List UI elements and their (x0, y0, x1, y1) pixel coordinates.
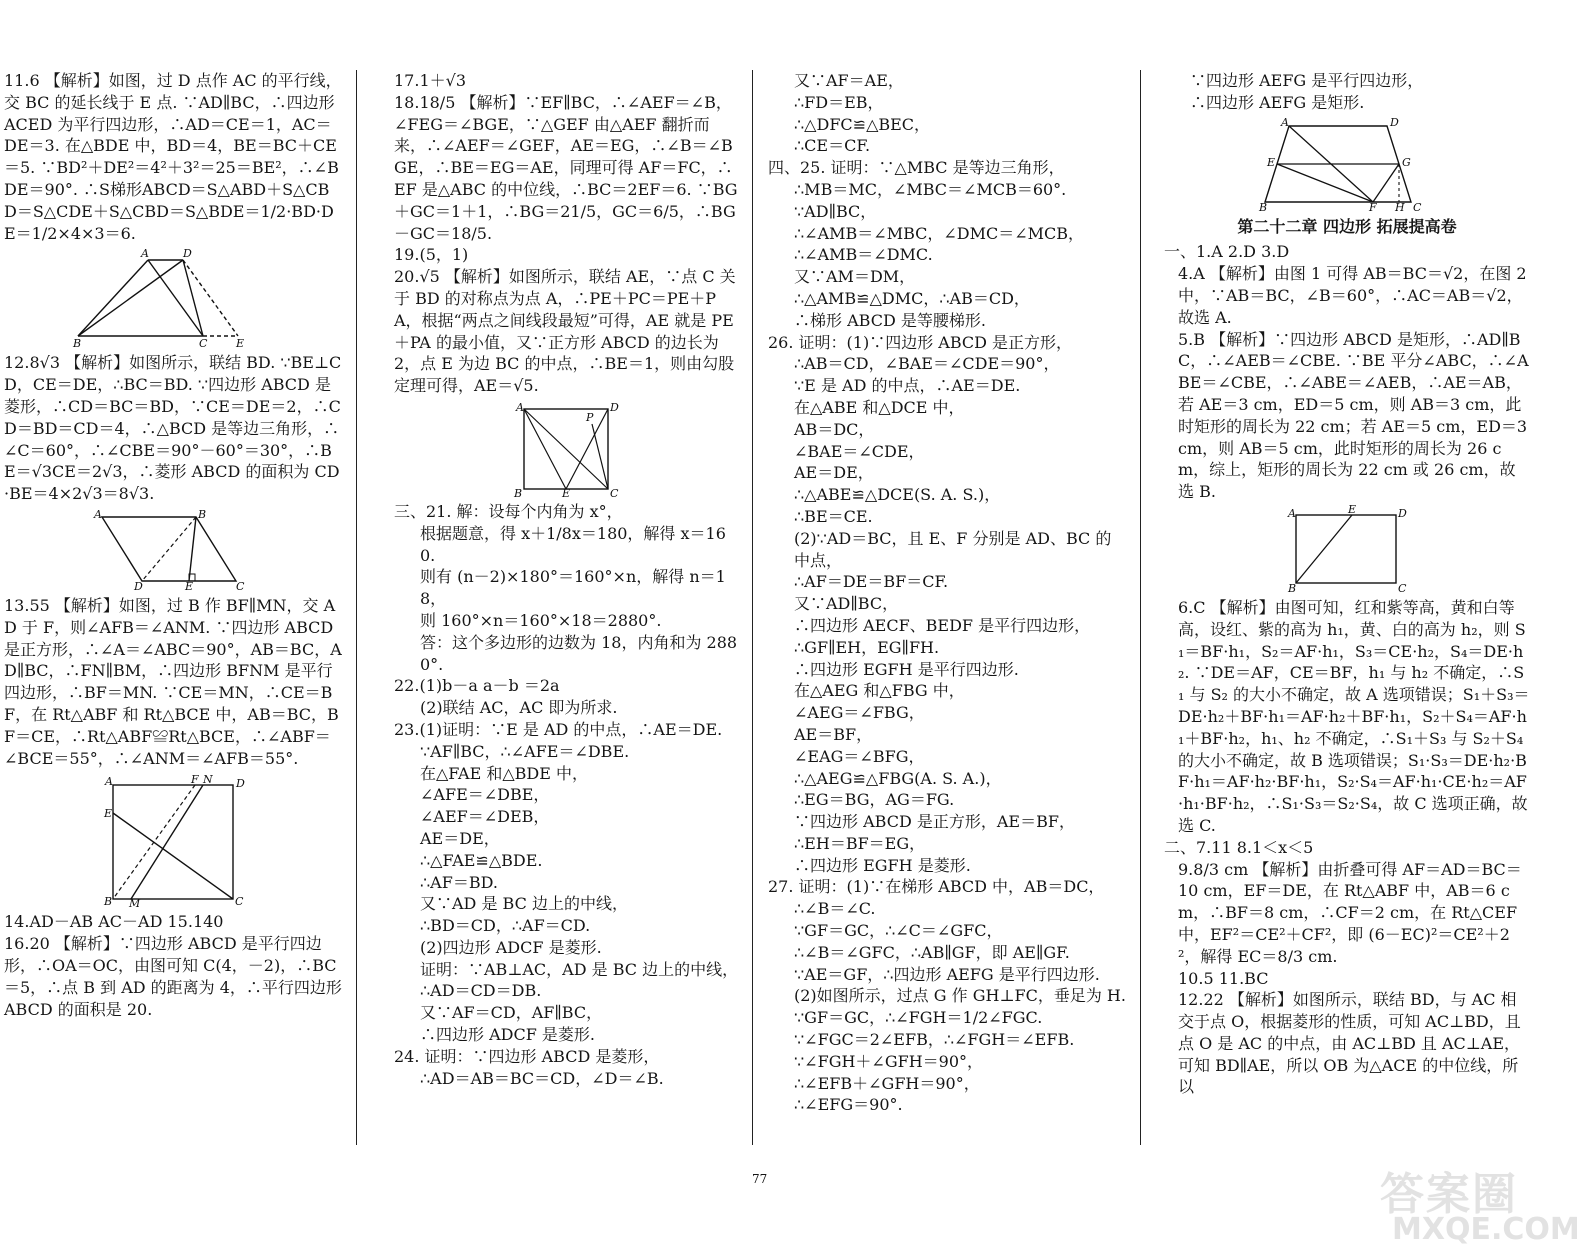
answer-25: 四、25. 证明：∵△MBC 是等边三角形， (768, 158, 1065, 178)
point-label: C (610, 486, 619, 500)
answer-23-line: ∴四边形 ADCF 是菱形. (420, 1025, 595, 1045)
point-label: B (104, 895, 113, 909)
figure-13-square (93, 773, 253, 911)
point-label: D (236, 777, 245, 791)
point-label: D (610, 400, 619, 414)
answer-26-line: 又∵AD∥BC， (794, 594, 899, 614)
answer-25-line: ∵AD∥BC， (794, 201, 877, 221)
answer-23-line: ∵AF∥BC，∴∠AFE＝∠DBE. (420, 741, 630, 761)
answer-26-line: ∠BAE＝∠CDE， (794, 441, 925, 461)
answer-26-line: ∴AF＝DE＝BF＝CF. (794, 572, 949, 592)
answer-23-line: (2)四边形 ADCF 是菱形. (420, 937, 602, 957)
answer-26-line: ∴BE＝CE. (794, 506, 873, 526)
point-label: E (104, 807, 113, 821)
answer-27-line: ∵GF＝GC，∴∠C＝∠GFC， (794, 921, 1003, 941)
figure-11-trapezoid (73, 247, 273, 351)
point-label: A (516, 400, 524, 414)
answer-27-line: ∴∠B＝∠GFC，∴AB∥GF，即 AE∥GF. (794, 942, 1070, 962)
answer-27-line: ∴∠EFB＋∠GFH＝90°， (794, 1073, 980, 1093)
answer-22: 22.(1)b－a a－b ＝2a (394, 676, 560, 696)
point-label: B (198, 507, 207, 521)
column-4 (1164, 70, 1530, 1098)
answer-13: 13.55 【解析】如图，过 B 作 BF∥MN，交 AD 于 F，则∠AFB＝∠ANM. ∵四边形 ABCD 是正方形，∴∠A＝∠ABC＝90°，AB＝BC，AD∥BC，∴FN∥BM，∴四边形 BFNM 是平行四边形，∴BF＝MN. ∵CE＝MN，∴CE＝BF，在 Rt△ABF 和 Rt△BCE 中，AB＝BC，BF＝CE，∴Rt△ABF≌Rt△BCE，∴∠ABF＝∠BCE＝55°，∴∠ANM＝∠AFB＝55°. (4, 595, 342, 768)
answer-23-line: 在△FAE 和△BDE 中， (420, 763, 588, 783)
point-label: F (1369, 200, 1377, 214)
answer-14-15: 14.AD－AB AC－AD 15.140 (4, 912, 224, 932)
answer-27-line: (2)如图所示，过点 G 作 GH⊥FC，垂足为 H. (794, 986, 1126, 1006)
point-label: C (236, 579, 245, 593)
answer-27-line: ∴∠B＝∠C. (794, 899, 876, 919)
column-1 (4, 70, 342, 1020)
point-label: C (1413, 200, 1422, 214)
point-label: N (203, 773, 213, 787)
answer-23-line: 证明：∵AB⊥AC，AD 是 BC 边上的中线， (420, 959, 739, 979)
point-label: A (94, 507, 102, 521)
answer-27-line: ∴四边形 AEFG 是矩形. (1190, 92, 1365, 112)
point-label: B (73, 337, 82, 351)
answer-21-line: 则 160°×n＝160°×18＝2880°. (420, 610, 662, 630)
answer-26-line: ∴GF∥EH，EG∥FH. (794, 637, 940, 657)
answer-27-line: ∵∠FGH＋∠GFH＝90°， (794, 1051, 984, 1071)
answer-24-line: ∴FD＝EB， (794, 92, 884, 112)
answer-16: 16.20 【解析】∵四边形 ABCD 是平行四边形，∴OA＝OC，由图可知 C(4，－2)，∴BC＝5，∴点 B 到 AD 的距离为 4，∴平行四边形 ABCD 的面积是 20. (4, 934, 342, 1019)
answer-23-line: 又∵AF＝CD，AF∥BC， (420, 1003, 603, 1023)
point-label: C (199, 337, 208, 351)
answer-5: 5.B 【解析】∵四边形 ABCD 是矩形，∴AD∥BC，∴∠AEB＝∠CBE. ∵BE 平分∠ABC，∴∠ABE＝∠CBE，∴∠ABE＝∠AEB，∴AE＝AB，若 AE＝3 cm，ED＝5 cm，则 AB＝3 cm，此时矩形的周长为 22 cm；若 AE＝5 cm，ED＝3 cm，则 AB＝5 cm，此时矩形的周长为 26 cm，综上，矩形的周长为 22 cm 或 26 cm，故选 B. (1178, 329, 1529, 502)
answer-26-line: ∠EAG＝∠BFG， (794, 746, 925, 766)
answer-23: 23.(1)证明：∵E 是 AD 的中点，∴AE＝DE. (394, 719, 723, 739)
answer-24-line: ∴CE＝CF. (794, 136, 871, 156)
point-label: C (1398, 581, 1407, 595)
answer-26-line: AE＝DE， (794, 463, 874, 483)
answer-21-line: 答：这个多边形的边数为 18，内角和为 2880°. (420, 632, 738, 674)
answer-12: 12.8√3 【解析】如图所示，联结 BD. ∵BE⊥CD，CE＝DE，∴BC＝BD. ∵四边形 ABCD 是菱形，∴CD＝BC＝BD，∵CE＝DE＝2，∴CD＝BD＝CD＝4，∴△BCD 是等边三角形，∴∠C＝60°，∴∠CBE＝90°－60°＝30°，∴BE＝√3CE＝2√3，∴菱形 ABCD 的面积为 CD·BE＝4×2√3＝8√3. (4, 353, 342, 504)
answer-25-line: ∴梯形 ABCD 是等腰梯形. (794, 310, 986, 330)
answer-25-line: ∴MB＝MC，∠MBC＝∠MCB＝60°. (794, 179, 1067, 199)
figure-27-trapezoid (1257, 115, 1437, 214)
answer-26-line: 在△ABE 和△DCE 中， (794, 397, 965, 417)
column-3 (768, 70, 1126, 1116)
answer-27-line: ∵GF＝GC，∴∠FGH＝1/2∠FGC. (794, 1008, 1043, 1028)
answer-26-line: (2)∵AD＝BC，且 E、F 分别是 AD、BC 的中点， (794, 528, 1112, 570)
answer-26-line: ∵四边形 ABCD 是正方形，AE＝BF， (794, 812, 1075, 832)
answer-23-line: 又∵AD 是 BC 边上的中线， (420, 894, 628, 914)
answer-26-line: ∴四边形 EGFH 是平行四边形. (794, 659, 1019, 679)
answer-27-line: ∵AE＝GF，∴四边形 AEFG 是平行四边形. (794, 964, 1100, 984)
answer-21-line: 根据题意，得 x＋1/8x＝180，解得 x＝160. (420, 523, 726, 565)
point-label: A (1288, 506, 1296, 520)
answer-21-line: 则有 (n－2)×180°＝160°×n，解得 n＝18， (420, 567, 726, 609)
point-label: D (1398, 506, 1407, 520)
point-label: F (191, 773, 199, 787)
answer-26-line: ∴EH＝BF＝EG， (794, 833, 926, 853)
answer-19: 19.(5，1) (394, 245, 469, 265)
answer-6: 6.C 【解析】由图可知，红和紫等高，黄和白等高，设红、紫的高为 h₁，黄、白的高为 h₂，则 S₁＝BF·h₁，S₂＝AF·h₁，S₃＝CE·h₂，S₄＝DE·h₂. ∵DE＝AF，CE＝BF，h₁ 与 h₂ 不确定，∴S₁ 与 S₂ 的大小不确定，故 A 选项错误；S₁＋S₃＝DE·h₂＋BF·h₁＝AF·h₂＋BF·h₁，S₂＋S₄＝AF·h₁＋BF·h₂，h₁、h₂ 不确定，∴S₁＋S₃ 与 S₂＋S₄ 的大小不确定，故 B 选项错误；S₁·S₃＝DE·h₂·BF·h₁＝AF·h₂·BF·h₁，S₂·S₄＝AF·h₁·CE·h₂＝AF·h₁·BF·h₂，∴S₁·S₃＝S₂·S₄，故 C 选项正确，故选 C. (1178, 597, 1530, 835)
answer-1-3: 一、1.A 2.D 3.D (1164, 242, 1290, 262)
column-divider (752, 70, 753, 1145)
figure-12-rhombus (88, 509, 258, 591)
answer-27-line: ∵四边形 AEFG 是平行四边形， (1190, 71, 1424, 90)
answer-23-line: ∠AFE＝∠DBE， (420, 785, 550, 805)
point-label: B (514, 486, 523, 500)
answer-20: 20.√5 【解析】如图所示，联结 AE，∵点 C 关于 BD 的对称点为点 A，∴PE＋PC＝PE＋PA，根据“两点之间线段最短”可得，AE 就是 PE＋PA 的最小值，又∵正方形 ABCD 的边长为 2，点 E 为边 BC 的中点，∴BE＝1，则由勾股定理可得，AE＝√5. (394, 267, 736, 396)
answer-7-8: 二、7.11 8.1＜x＜5 (1164, 837, 1314, 857)
point-label: B (1288, 581, 1297, 595)
answer-11: 11.6 【解析】如图，过 D 点作 AC 的平行线，交 BC 的延长线于 E 点. ∵AD∥BC，∴四边形 ACED 为平行四边形，∴AD＝CE＝1，AC＝DE＝3. 在△BDE 中，BD＝4，BE＝BC＋CE＝5. ∵BD²＋DE²＝4²＋3²＝25＝BE²，∴∠BDE＝90°. ∴S梯形ABCD＝S△ABD＋S△CBD＝S△CDE＋S△CBD＝S△BDE＝1/2·BD·DE＝1/2×4×3＝6. (4, 71, 342, 243)
point-label: G (1402, 155, 1411, 169)
page-number: 77 (752, 1172, 768, 1186)
point-label: D (1390, 115, 1399, 129)
answer-26-line: AB＝DC， (794, 419, 875, 439)
answer-23-line: ∴AF＝BD. (420, 872, 498, 892)
answer-23-line: AE＝DE， (420, 828, 500, 848)
point-label: D (183, 247, 192, 261)
answer-23-line: ∴AD＝CD＝DB. (420, 981, 542, 1001)
answer-26-line: ∵E 是 AD 的中点，∴AE＝DE. (794, 376, 1021, 396)
point-label: E (1348, 502, 1357, 516)
answer-10-11: 10.5 11.BC (1178, 968, 1269, 988)
answer-26-line: ∴四边形 AECF、BEDF 是平行四边形， (794, 615, 1091, 635)
answer-25-line: ∴∠AMB＝∠MBC，∠DMC＝∠MCB， (794, 223, 1085, 243)
answer-12: 12.22 【解析】如图所示，联结 BD，与 AC 相交于点 O，根据菱形的性质，可知 AC⊥BD，且点 O 是 AC 的中点，由 AC⊥BD 且 AC⊥AE，可知 BD∥AE，所以 OB 为△ACE 的中位线，所以 (1178, 990, 1521, 1097)
answer-26-line: ∴△ABE≌△DCE(S. A. S.)， (794, 485, 1001, 505)
section-title: 第二十二章 四边形 拓展提高卷 (1237, 216, 1457, 236)
answer-24-line: 又∵AF＝AE， (794, 71, 904, 90)
answer-25-line: 又∵AM＝DM， (794, 267, 916, 287)
watermark-url: MXQE.COM (1392, 1212, 1580, 1247)
answer-9: 9.8/3 cm 【解析】由折叠可得 AF＝AD＝BC＝10 cm，EF＝DE，在 Rt△ABF 中，AB＝6 cm，∴BF＝8 cm，∴CF＝2 cm，在 Rt△CEF 中，EF²＝CE²＋CF²，即 (6－EC)²＝CE²＋2²，解得 EC＝8/3 cm. (1178, 859, 1522, 966)
point-label: H (1395, 200, 1405, 214)
point-label: A (1281, 115, 1289, 129)
point-label: E (185, 579, 194, 593)
point-label: M (129, 897, 141, 911)
answer-26-line: ∴EG＝BG，AG＝FG. (794, 790, 955, 810)
answer-24-line: ∴AD＝AB＝BC＝CD，∠D＝∠B. (420, 1068, 664, 1088)
answer-27-line: ∵∠FGC＝2∠EFB，∴∠FGH＝∠EFB. (794, 1030, 1075, 1050)
point-label: P (586, 410, 594, 424)
answer-26-line: ∴AB＝CD，∠BAE＝∠CDE＝90°， (794, 354, 1060, 374)
point-label: A (141, 247, 149, 261)
answer-25-line: ∴△AMB≌△DMC，∴AB＝CD， (794, 288, 1030, 308)
point-label: B (1259, 200, 1268, 214)
answer-22-line: (2)联结 AC，AC 即为所求. (420, 698, 618, 718)
answer-18: 18.18/5 【解析】∵EF∥BC，∴∠AEF＝∠B，∠FEG＝∠BGE，∵△GEF 由△AEF 翻折而来，∴∠AEF＝∠GEF，AE＝EG，∴∠B＝∠BGE，∴BE＝EG＝AE，同理可得 AF＝FC，∴EF 是△ABC 的中位线，∴BC＝2EF＝6. ∵BG＋GC＝1＋1，∴BG＝21/5，GC＝6/5，∴BG－GC＝18/5. (394, 92, 738, 243)
answer-26-line: AE＝BF， (794, 724, 873, 744)
point-label: E (562, 486, 571, 500)
answer-26-line: ∠AEG＝∠FBG， (794, 703, 925, 723)
point-label: A (105, 775, 113, 789)
answer-27: 27. 证明：(1)∵在梯形 ABCD 中，AB＝DC， (768, 877, 1105, 897)
answer-25-line: ∴∠AMB＝∠DMC. (794, 245, 933, 265)
point-label: D (134, 579, 143, 593)
column-divider (1140, 70, 1141, 1145)
answer-23-line: ∠AEF＝∠DEB， (420, 807, 550, 827)
answer-26: 26. 证明：(1)∵四边形 ABCD 是正方形， (768, 332, 1073, 352)
answer-26-line: ∴四边形 EGFH 是菱形. (794, 855, 971, 875)
answer-27-line: ∴∠EFG＝90°. (794, 1095, 903, 1115)
answer-23-line: ∴BD＝CD，∴AF＝CD. (420, 916, 591, 936)
answer-26-line: ∴△AEG≌△FBG(A. S. A.)， (794, 768, 1002, 788)
figure-5-rectangle (1282, 502, 1412, 595)
column-2 (394, 70, 740, 1089)
answer-17: 17.1＋√3 (394, 71, 467, 90)
answer-21-title: 三、21. 解：设每个内角为 x°， (394, 501, 623, 521)
column-divider (356, 70, 357, 1145)
answer-26-line: 在△AEG 和△FBG 中， (794, 681, 965, 701)
answer-23-line: ∴△FAE≌△BDE. (420, 850, 543, 870)
watermark-logo: 答案圈 (1380, 1169, 1518, 1220)
point-label: E (1267, 155, 1276, 169)
answer-24: 24. 证明：∵四边形 ABCD 是菱形， (394, 1046, 660, 1066)
point-label: C (235, 895, 244, 909)
answer-4: 4.A 【解析】由图 1 可得 AB＝BC＝√2，在图 2 中，∵AB＝BC，∠B＝60°，∴AC＝AB＝√2，故选 A. (1178, 264, 1527, 327)
figure-20-square (512, 400, 622, 500)
point-label: E (236, 337, 245, 351)
answer-24-line: ∴△DFC≌△BEC， (794, 114, 931, 134)
